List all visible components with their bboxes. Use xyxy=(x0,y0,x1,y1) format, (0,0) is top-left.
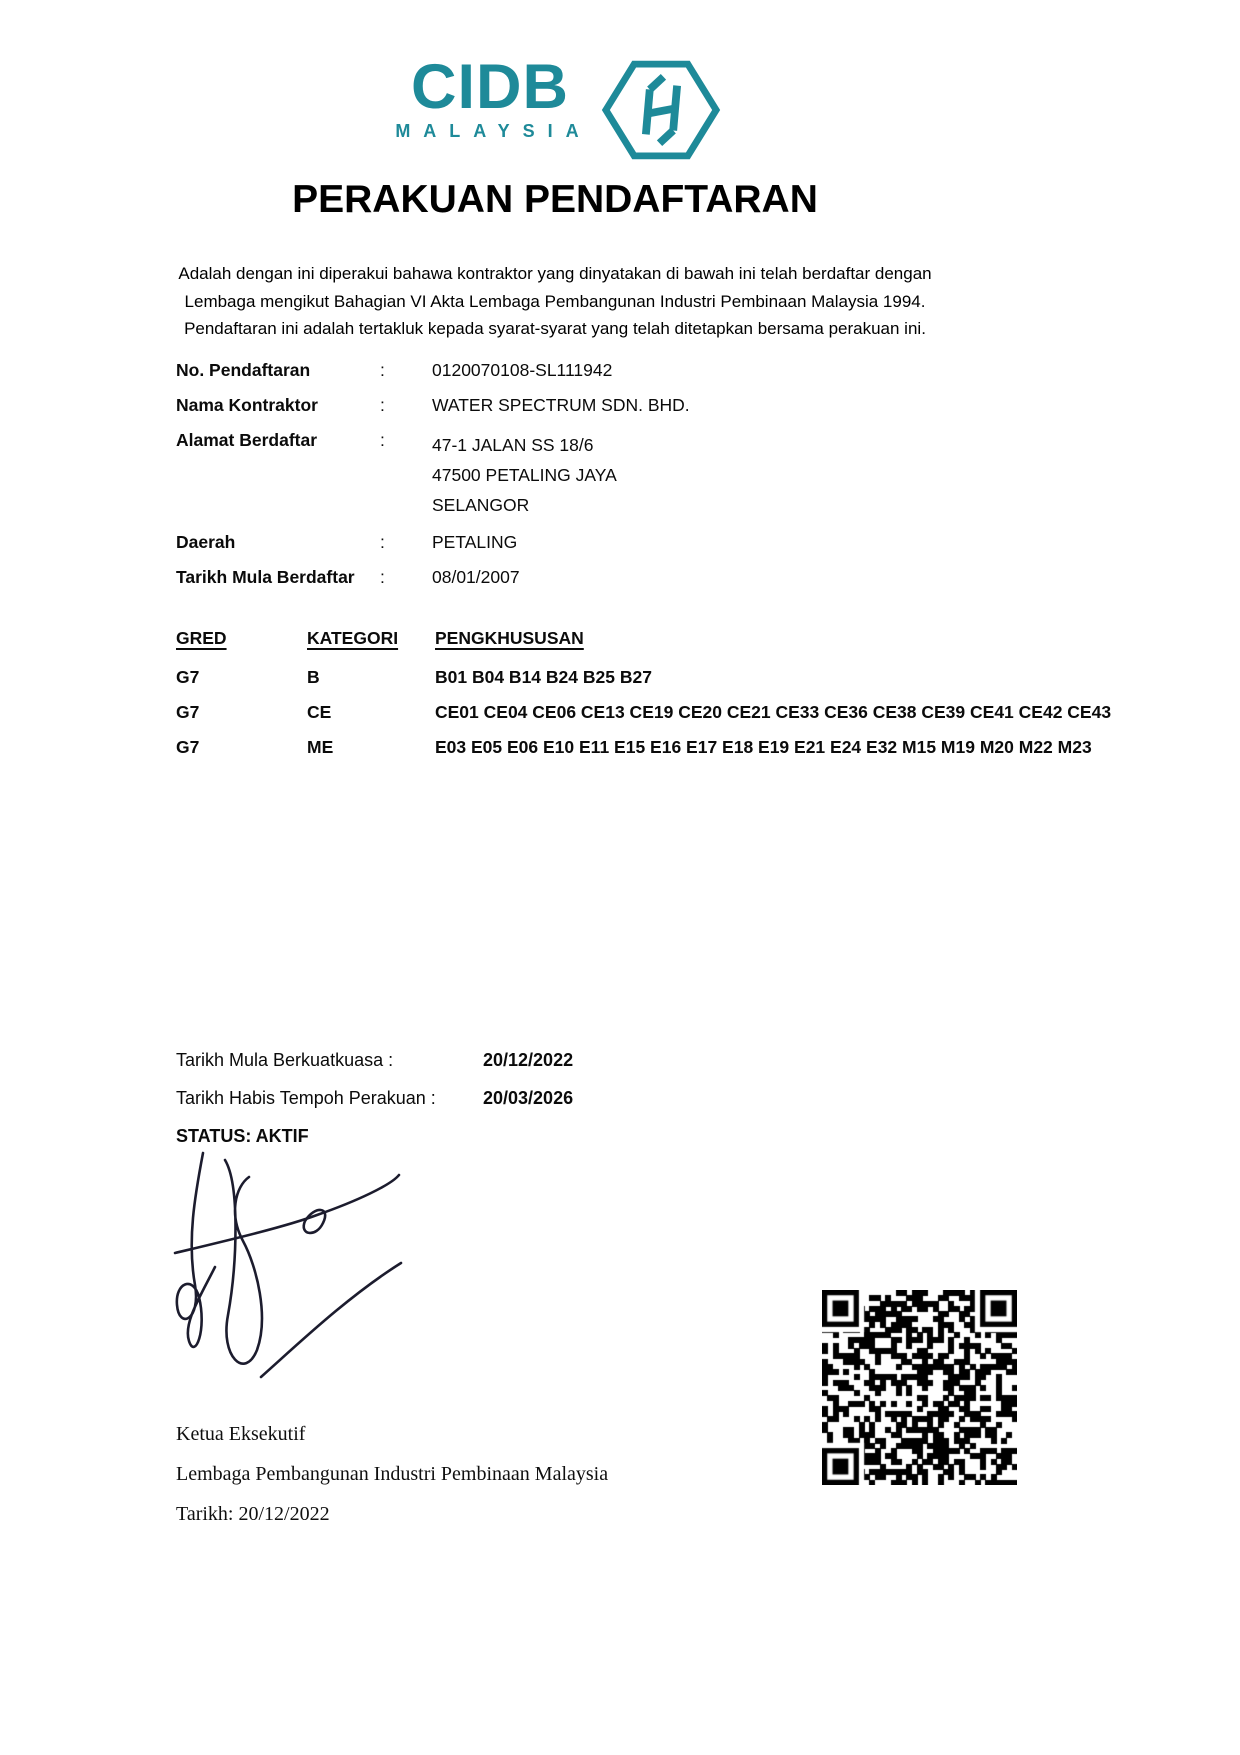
table-row xyxy=(176,662,1151,693)
header-kategori: KATEGORI xyxy=(307,628,399,648)
table-row xyxy=(176,697,1151,728)
intro-line: Adalah dengan ini diperakui bahawa kontraktor yang dinyatakan di bawah ini telah berdaftar dengan xyxy=(178,264,932,283)
detail-label: No. Pendaftaran xyxy=(176,360,311,380)
validity-value: 20/12/2022 xyxy=(483,1050,574,1070)
registration-details xyxy=(176,360,690,602)
cell-pengkhususan: E03 E05 E06 E10 E11 E15 E16 E17 E18 E19 E21 E24 E32 M15 M19 M20 M22 M23 xyxy=(435,737,1092,757)
signature-scribble xyxy=(165,1145,405,1400)
intro-line: Pendaftaran ini adalah tertakluk kepada syarat-syarat yang telah ditetapkan bersama perakuan ini. xyxy=(184,319,926,338)
cell-kategori: ME xyxy=(307,737,334,757)
address-line: SELANGOR xyxy=(432,495,530,515)
detail-value: WATER SPECTRUM SDN. BHD. xyxy=(432,395,690,415)
colon-separator: : xyxy=(380,360,385,380)
table-row xyxy=(176,732,1151,763)
address-line: 47-1 JALAN SS 18/6 xyxy=(432,435,594,455)
address-line: 47500 PETALING JAYA xyxy=(432,465,617,485)
detail-value: 08/01/2007 xyxy=(432,567,520,587)
colon-separator: : xyxy=(380,430,385,450)
colon-separator: : xyxy=(380,395,385,415)
header-gred: GRED xyxy=(176,628,227,648)
detail-row-nama-kontraktor xyxy=(176,395,690,416)
cidb-logo-text xyxy=(388,52,592,142)
validity-value: 20/03/2026 xyxy=(483,1088,574,1108)
detail-row-no-pendaftaran xyxy=(176,360,690,381)
cidb-logo xyxy=(0,52,1110,162)
cell-kategori: CE xyxy=(307,702,332,722)
header-column xyxy=(0,0,1110,343)
cell-gred: G7 xyxy=(176,667,200,687)
status-badge: STATUS: AKTIF xyxy=(176,1126,309,1146)
cidb-hexagon-logo-icon xyxy=(600,58,722,162)
validity-label: Tarikh Habis Tempoh Perakuan : xyxy=(176,1088,436,1108)
detail-row-daerah xyxy=(176,532,690,553)
cell-gred: G7 xyxy=(176,702,200,722)
detail-value: PETALING xyxy=(432,532,518,552)
intro-paragraph xyxy=(0,260,1110,343)
signatory-block xyxy=(176,1422,608,1542)
detail-label: Alamat Berdaftar xyxy=(176,430,318,450)
validity-row-expiry xyxy=(176,1088,573,1109)
colon-separator: : xyxy=(380,567,385,587)
cell-kategori: B xyxy=(307,667,320,687)
intro-line: Lembaga mengikut Bahagian VI Akta Lembaga Pembangunan Industri Pembinaan Malaysia 1994. xyxy=(184,291,926,311)
detail-label: Nama Kontraktor xyxy=(176,395,318,415)
detail-row-alamat-berdaftar xyxy=(176,430,690,520)
page-title: PERAKUAN PENDAFTARAN xyxy=(292,178,818,221)
signatory-organization: Lembaga Pembangunan Industri Pembinaan Malaysia xyxy=(176,1463,609,1485)
qr-code-container xyxy=(822,1290,1017,1485)
signatory-title: Ketua Eksekutif xyxy=(176,1423,306,1445)
detail-value: 0120070108-SL111942 xyxy=(432,360,613,380)
cell-pengkhususan: B01 B04 B14 B24 B25 B27 xyxy=(435,667,652,687)
cell-gred: G7 xyxy=(176,737,200,757)
cidb-brand-text: CIDB xyxy=(410,52,569,122)
table-header-row xyxy=(176,628,1151,649)
detail-label: Daerah xyxy=(176,532,236,552)
signatory-date: Tarikh: 20/12/2022 xyxy=(176,1503,330,1525)
colon-separator: : xyxy=(380,532,385,552)
validity-row-start xyxy=(176,1050,573,1071)
detail-value-address xyxy=(432,430,617,520)
grade-category-table xyxy=(176,628,1151,767)
qr-code xyxy=(822,1290,1017,1485)
detail-label: Tarikh Mula Berdaftar xyxy=(176,567,355,587)
validity-section xyxy=(176,1050,573,1147)
cell-pengkhususan: CE01 CE04 CE06 CE13 CE19 CE20 CE21 CE33 CE36 CE38 CE39 CE41 CE42 CE43 xyxy=(435,702,1112,722)
validity-label: Tarikh Mula Berkuatkuasa : xyxy=(176,1050,394,1070)
cidb-malaysia-text: MALAYSIA xyxy=(395,121,592,141)
header-pengkhususan: PENGKHUSUSAN xyxy=(435,628,584,648)
detail-row-tarikh-mula-berdaftar xyxy=(176,567,690,588)
